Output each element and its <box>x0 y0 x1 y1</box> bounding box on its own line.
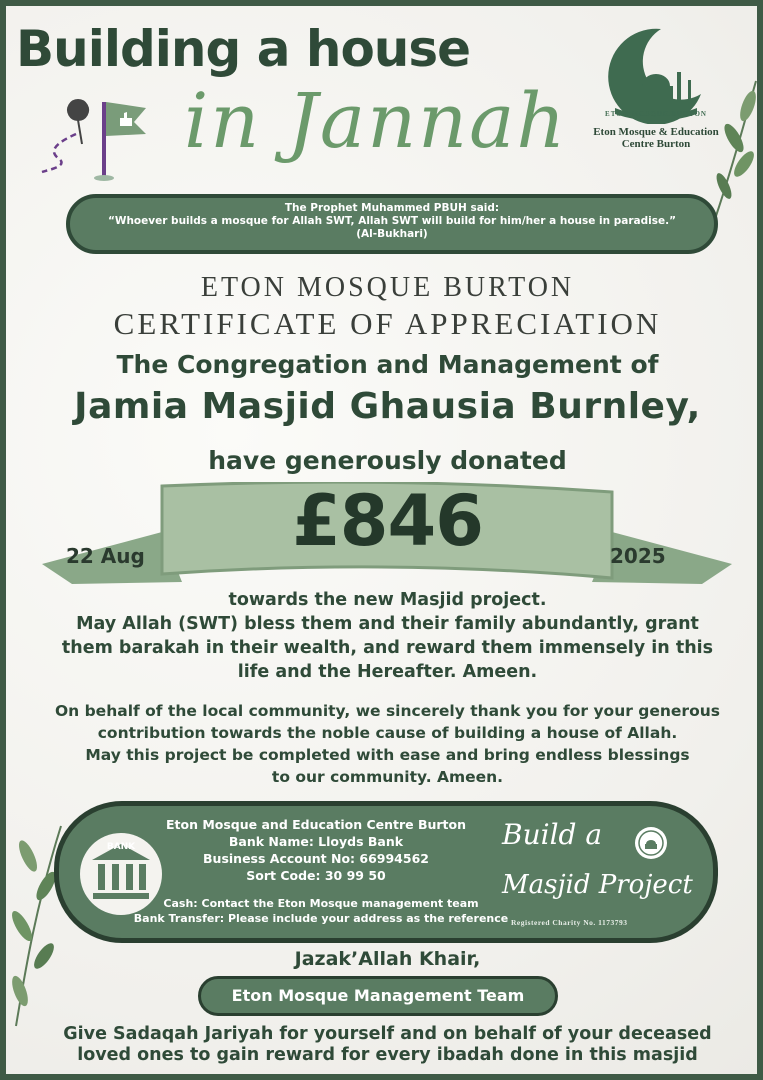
blessing-line-1: towards the new Masjid project. <box>228 590 547 610</box>
hadith-intro: The Prophet Muhammed PBUH said: <box>284 202 500 214</box>
certificate-title: CERTIFICATE OF APPRECIATION <box>113 306 662 341</box>
bank-info <box>156 816 476 884</box>
title-line-2: in Jannah <box>184 76 568 165</box>
thanks-line-4: to our community. Ameen. <box>271 768 504 786</box>
blessing-line-2: May Allah (SWT) bless them and their family abundantly, grant <box>76 614 699 634</box>
date-year: 2025 <box>610 544 666 568</box>
logo-name-line-1: Eton Mosque & Education <box>593 126 719 138</box>
donated-line: have generously donated <box>208 446 567 475</box>
hadith-source: (Al-Bukhari) <box>356 228 428 240</box>
thanks-line-1: On behalf of the local community, we sincerely thank you for your generous <box>54 702 720 720</box>
transfer-instruction: Bank Transfer: Please include your address as the reference <box>133 912 509 925</box>
sadaqah-footer <box>14 1024 761 1066</box>
cash-instruction: Cash: Contact the Eton Mosque management team <box>163 897 479 910</box>
masjid-badge-icon <box>634 826 668 860</box>
bank-org: Eton Mosque and Education Centre Burton <box>165 817 467 832</box>
hadith-banner <box>66 194 718 254</box>
blessing-line-4: life and the Hereafter. Ameen. <box>237 662 538 682</box>
mosque-crescent-icon <box>601 24 711 124</box>
thanks-line-2: contribution towards the noble cause of building a house of Allah. <box>97 724 678 742</box>
blessing-line-3: them barakah in their wealth, and reward them immensely in this <box>61 638 714 658</box>
footer-line-1: Give Sadaqah Jariyah for yourself and on behalf of your deceased <box>63 1024 712 1044</box>
date-day: 22 Aug <box>66 544 145 568</box>
charity-number: Registered Charity No. 1173793 <box>511 918 628 927</box>
management-team-badge: Eton Mosque Management Team <box>198 976 558 1016</box>
payment-instructions <box>126 896 516 926</box>
thanks-paragraph <box>36 700 739 788</box>
logo-arc-text: ETON MOSQUE BURTON <box>605 110 707 118</box>
thanks-line-3: May this project be completed with ease and bring endless blessings <box>85 746 690 764</box>
mosque-logo <box>591 24 721 150</box>
logo-name-line-2: Centre Burton <box>621 138 691 150</box>
bank-sort-code: Sort Code: 30 99 50 <box>246 868 386 883</box>
goal-flag-icon <box>38 98 153 184</box>
bank-account: Business Account No: 66994562 <box>203 851 429 866</box>
hadith-quote: “Whoever builds a mosque for Allah SWT, Allah SWT will build for him/her a house in paradise.” <box>107 215 677 227</box>
masjid-project-text: Masjid Project <box>502 870 693 900</box>
donor-name: Jamia Masjid Ghausia Burnley, <box>74 386 701 427</box>
donation-amount: £846 <box>292 480 483 562</box>
build-a-text: Build a <box>502 818 603 851</box>
congregation-line: The Congregation and Management of <box>116 350 659 379</box>
title-line-1: Building a house <box>16 20 471 78</box>
jazakallah-text: Jazak’Allah Khair, <box>294 948 481 970</box>
footer-line-2: loved ones to gain reward for every ibadah done in this masjid <box>77 1045 698 1065</box>
org-name: ETON MOSQUE BURTON <box>200 272 575 303</box>
bank-icon-label: BANK <box>106 842 136 852</box>
bank-name: Bank Name: Lloyds Bank <box>228 834 404 849</box>
blessing-paragraph <box>46 588 729 684</box>
